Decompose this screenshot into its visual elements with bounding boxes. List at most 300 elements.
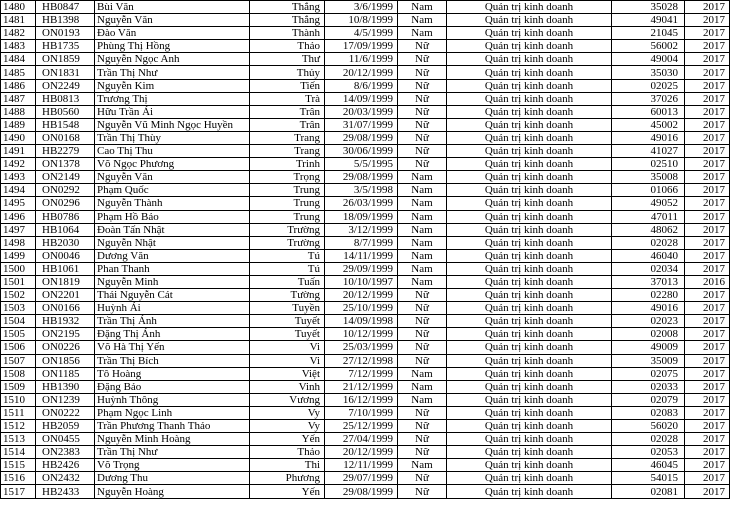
row-number-cell: 1492 (1, 158, 36, 171)
date-of-birth-cell: 20/12/1999 (325, 289, 398, 302)
major-cell: Quản trị kinh doanh (447, 262, 612, 275)
student-code-cell: ON0168 (36, 131, 95, 144)
major-cell: Quản trị kinh doanh (447, 485, 612, 498)
student-code-cell: ON1239 (36, 393, 95, 406)
gender-cell: Nam (398, 27, 447, 40)
row-number-cell: 1507 (1, 354, 36, 367)
year-cell: 2017 (685, 420, 730, 433)
gender-cell: Nữ (398, 420, 447, 433)
year-cell: 2017 (685, 197, 730, 210)
year-cell: 2017 (685, 105, 730, 118)
last-middle-name-cell: Đào Văn (95, 27, 250, 40)
date-of-birth-cell: 4/5/1999 (325, 27, 398, 40)
table-row (1, 223, 730, 236)
date-of-birth-cell: 29/07/1999 (325, 472, 398, 485)
first-name-cell: Thủy (250, 66, 325, 79)
candidate-number-cell: 02028 (612, 433, 685, 446)
candidate-number-cell: 54015 (612, 472, 685, 485)
gender-cell: Nam (398, 393, 447, 406)
student-code-cell: ON2249 (36, 79, 95, 92)
first-name-cell: Tiến (250, 79, 325, 92)
table-row (1, 92, 730, 105)
candidate-number-cell: 35008 (612, 171, 685, 184)
year-cell: 2017 (685, 406, 730, 419)
date-of-birth-cell: 8/7/1999 (325, 236, 398, 249)
table-row (1, 420, 730, 433)
date-of-birth-cell: 8/6/1999 (325, 79, 398, 92)
student-code-cell: ON2432 (36, 472, 95, 485)
candidate-number-cell: 41027 (612, 145, 685, 158)
student-code-cell: ON1819 (36, 275, 95, 288)
table-row (1, 210, 730, 223)
first-name-cell: Trung (250, 210, 325, 223)
year-cell: 2017 (685, 485, 730, 498)
year-cell: 2017 (685, 472, 730, 485)
candidate-number-cell: 02081 (612, 485, 685, 498)
student-code-cell: ON0046 (36, 249, 95, 262)
date-of-birth-cell: 20/12/1999 (325, 66, 398, 79)
major-cell: Quản trị kinh doanh (447, 472, 612, 485)
year-cell: 2017 (685, 118, 730, 131)
last-middle-name-cell: Đoàn Tấn Nhật (95, 223, 250, 236)
gender-cell: Nữ (398, 145, 447, 158)
candidate-number-cell: 02280 (612, 289, 685, 302)
last-middle-name-cell: Võ Ngọc Phương (95, 158, 250, 171)
student-code-cell: HB2426 (36, 459, 95, 472)
table-row (1, 380, 730, 393)
last-middle-name-cell: Huỳnh Thông (95, 393, 250, 406)
gender-cell: Nam (398, 210, 447, 223)
first-name-cell: Yến (250, 485, 325, 498)
date-of-birth-cell: 31/07/1999 (325, 118, 398, 131)
first-name-cell: Vi (250, 354, 325, 367)
major-cell: Quản trị kinh doanh (447, 27, 612, 40)
first-name-cell: Trung (250, 184, 325, 197)
student-code-cell: ON0292 (36, 184, 95, 197)
candidate-number-cell: 02028 (612, 236, 685, 249)
year-cell: 2017 (685, 171, 730, 184)
first-name-cell: Tường (250, 289, 325, 302)
year-cell: 2017 (685, 40, 730, 53)
gender-cell: Nam (398, 367, 447, 380)
first-name-cell: Yến (250, 433, 325, 446)
row-number-cell: 1488 (1, 105, 36, 118)
date-of-birth-cell: 27/04/1999 (325, 433, 398, 446)
candidate-number-cell: 45002 (612, 118, 685, 131)
date-of-birth-cell: 29/08/1999 (325, 485, 398, 498)
gender-cell: Nữ (398, 328, 447, 341)
major-cell: Quản trị kinh doanh (447, 66, 612, 79)
row-number-cell: 1491 (1, 145, 36, 158)
gender-cell: Nữ (398, 105, 447, 118)
gender-cell: Nữ (398, 289, 447, 302)
date-of-birth-cell: 30/06/1999 (325, 145, 398, 158)
date-of-birth-cell: 17/09/1999 (325, 40, 398, 53)
gender-cell: Nữ (398, 354, 447, 367)
last-middle-name-cell: Phạm Quốc (95, 184, 250, 197)
candidate-number-cell: 46040 (612, 249, 685, 262)
candidate-number-cell: 35028 (612, 1, 685, 14)
student-code-cell: ON2195 (36, 328, 95, 341)
candidate-number-cell: 02025 (612, 79, 685, 92)
date-of-birth-cell: 7/12/1999 (325, 367, 398, 380)
row-number-cell: 1486 (1, 79, 36, 92)
gender-cell: Nam (398, 1, 447, 14)
gender-cell: Nữ (398, 472, 447, 485)
year-cell: 2017 (685, 302, 730, 315)
first-name-cell: Trung (250, 197, 325, 210)
major-cell: Quản trị kinh doanh (447, 236, 612, 249)
candidate-number-cell: 02023 (612, 315, 685, 328)
gender-cell: Nam (398, 380, 447, 393)
major-cell: Quản trị kinh doanh (447, 289, 612, 302)
last-middle-name-cell: Đặng Thị Ánh (95, 328, 250, 341)
date-of-birth-cell: 25/12/1999 (325, 420, 398, 433)
table-row (1, 118, 730, 131)
row-number-cell: 1481 (1, 14, 36, 27)
last-middle-name-cell: Nguyễn Vũ Minh Ngọc Huyền (95, 118, 250, 131)
last-middle-name-cell: Cao Thị Thu (95, 145, 250, 158)
candidate-number-cell: 02083 (612, 406, 685, 419)
last-middle-name-cell: Tô Hoàng (95, 367, 250, 380)
student-code-cell: ON0166 (36, 302, 95, 315)
date-of-birth-cell: 26/03/1999 (325, 197, 398, 210)
gender-cell: Nữ (398, 66, 447, 79)
year-cell: 2017 (685, 249, 730, 262)
candidate-number-cell: 02510 (612, 158, 685, 171)
table-row (1, 315, 730, 328)
major-cell: Quản trị kinh doanh (447, 420, 612, 433)
student-code-cell: ON1185 (36, 367, 95, 380)
year-cell: 2017 (685, 315, 730, 328)
row-number-cell: 1504 (1, 315, 36, 328)
gender-cell: Nữ (398, 53, 447, 66)
first-name-cell: Tuấn (250, 275, 325, 288)
candidate-number-cell: 46045 (612, 459, 685, 472)
year-cell: 2017 (685, 184, 730, 197)
student-code-cell: ON2383 (36, 446, 95, 459)
candidate-number-cell: 02008 (612, 328, 685, 341)
student-code-cell: ON1859 (36, 53, 95, 66)
last-middle-name-cell: Nguyễn Ngọc Anh (95, 53, 250, 66)
candidate-number-cell: 37013 (612, 275, 685, 288)
row-number-cell: 1480 (1, 1, 36, 14)
table-row (1, 328, 730, 341)
first-name-cell: Trang (250, 145, 325, 158)
student-code-cell: HB2030 (36, 236, 95, 249)
last-middle-name-cell: Nguyễn Thành (95, 197, 250, 210)
last-middle-name-cell: Hữu Trần Ái (95, 105, 250, 118)
candidate-number-cell: 02033 (612, 380, 685, 393)
gender-cell: Nữ (398, 433, 447, 446)
major-cell: Quản trị kinh doanh (447, 79, 612, 92)
year-cell: 2017 (685, 131, 730, 144)
gender-cell: Nữ (398, 341, 447, 354)
date-of-birth-cell: 12/11/1999 (325, 459, 398, 472)
year-cell: 2017 (685, 354, 730, 367)
row-number-cell: 1496 (1, 210, 36, 223)
first-name-cell: Việt (250, 367, 325, 380)
date-of-birth-cell: 7/10/1999 (325, 406, 398, 419)
date-of-birth-cell: 29/09/1999 (325, 262, 398, 275)
major-cell: Quản trị kinh doanh (447, 145, 612, 158)
candidate-number-cell: 47011 (612, 210, 685, 223)
date-of-birth-cell: 11/6/1999 (325, 53, 398, 66)
date-of-birth-cell: 3/6/1999 (325, 1, 398, 14)
date-of-birth-cell: 18/09/1999 (325, 210, 398, 223)
year-cell: 2017 (685, 210, 730, 223)
date-of-birth-cell: 20/03/1999 (325, 105, 398, 118)
major-cell: Quản trị kinh doanh (447, 158, 612, 171)
table-row (1, 1, 730, 14)
student-code-cell: HB1932 (36, 315, 95, 328)
table-row (1, 131, 730, 144)
row-number-cell: 1515 (1, 459, 36, 472)
student-code-cell: HB1390 (36, 380, 95, 393)
date-of-birth-cell: 5/5/1995 (325, 158, 398, 171)
first-name-cell: Thảo (250, 446, 325, 459)
last-middle-name-cell: Nguyễn Hoàng (95, 485, 250, 498)
year-cell: 2017 (685, 236, 730, 249)
table-row (1, 433, 730, 446)
date-of-birth-cell: 16/12/1999 (325, 393, 398, 406)
table-row (1, 249, 730, 262)
last-middle-name-cell: Phùng Thị Hồng (95, 40, 250, 53)
major-cell: Quản trị kinh doanh (447, 354, 612, 367)
date-of-birth-cell: 3/5/1998 (325, 184, 398, 197)
gender-cell: Nam (398, 184, 447, 197)
first-name-cell: Thành (250, 27, 325, 40)
student-code-cell: HB2279 (36, 145, 95, 158)
first-name-cell: Thi (250, 459, 325, 472)
date-of-birth-cell: 25/03/1999 (325, 341, 398, 354)
row-number-cell: 1482 (1, 27, 36, 40)
row-number-cell: 1501 (1, 275, 36, 288)
table-row (1, 367, 730, 380)
major-cell: Quản trị kinh doanh (447, 92, 612, 105)
year-cell: 2017 (685, 380, 730, 393)
first-name-cell: Vương (250, 393, 325, 406)
gender-cell: Nam (398, 236, 447, 249)
student-code-cell: HB0786 (36, 210, 95, 223)
student-code-cell: ON0193 (36, 27, 95, 40)
last-middle-name-cell: Nguyễn Minh (95, 275, 250, 288)
last-middle-name-cell: Bùi Văn (95, 1, 250, 14)
student-code-cell: ON0226 (36, 341, 95, 354)
student-code-cell: HB2433 (36, 485, 95, 498)
table-row (1, 446, 730, 459)
first-name-cell: Tú (250, 262, 325, 275)
year-cell: 2017 (685, 289, 730, 302)
row-number-cell: 1495 (1, 197, 36, 210)
last-middle-name-cell: Trần Phương Thanh Thảo (95, 420, 250, 433)
row-number-cell: 1509 (1, 380, 36, 393)
table-row (1, 485, 730, 498)
year-cell: 2017 (685, 262, 730, 275)
date-of-birth-cell: 14/11/1999 (325, 249, 398, 262)
date-of-birth-cell: 29/08/1999 (325, 171, 398, 184)
gender-cell: Nam (398, 275, 447, 288)
row-number-cell: 1490 (1, 131, 36, 144)
student-code-cell: HB1548 (36, 118, 95, 131)
row-number-cell: 1498 (1, 236, 36, 249)
last-middle-name-cell: Võ Hà Thị Yến (95, 341, 250, 354)
gender-cell: Nữ (398, 131, 447, 144)
major-cell: Quản trị kinh doanh (447, 171, 612, 184)
last-middle-name-cell: Trần Thị Ánh (95, 315, 250, 328)
student-code-cell: HB2059 (36, 420, 95, 433)
row-number-cell: 1484 (1, 53, 36, 66)
first-name-cell: Thư (250, 53, 325, 66)
year-cell: 2017 (685, 158, 730, 171)
date-of-birth-cell: 21/12/1999 (325, 380, 398, 393)
major-cell: Quản trị kinh doanh (447, 433, 612, 446)
table-row (1, 171, 730, 184)
table-row (1, 27, 730, 40)
gender-cell: Nữ (398, 158, 447, 171)
candidate-number-cell: 01066 (612, 184, 685, 197)
table-row (1, 406, 730, 419)
major-cell: Quản trị kinh doanh (447, 315, 612, 328)
year-cell: 2017 (685, 223, 730, 236)
last-middle-name-cell: Phạm Hồ Bảo (95, 210, 250, 223)
table-row (1, 105, 730, 118)
year-cell: 2017 (685, 79, 730, 92)
year-cell: 2017 (685, 367, 730, 380)
row-number-cell: 1483 (1, 40, 36, 53)
table-row (1, 472, 730, 485)
candidate-number-cell: 02075 (612, 367, 685, 380)
major-cell: Quản trị kinh doanh (447, 328, 612, 341)
date-of-birth-cell: 25/10/1999 (325, 302, 398, 315)
student-code-cell: HB1735 (36, 40, 95, 53)
major-cell: Quản trị kinh doanh (447, 118, 612, 131)
first-name-cell: Tuyền (250, 302, 325, 315)
candidate-number-cell: 37026 (612, 92, 685, 105)
gender-cell: Nữ (398, 40, 447, 53)
table-row (1, 393, 730, 406)
candidate-number-cell: 48062 (612, 223, 685, 236)
last-middle-name-cell: Dương Thu (95, 472, 250, 485)
student-code-cell: HB0560 (36, 105, 95, 118)
first-name-cell: Trường (250, 236, 325, 249)
first-name-cell: Trinh (250, 158, 325, 171)
major-cell: Quản trị kinh doanh (447, 53, 612, 66)
student-code-cell: HB1064 (36, 223, 95, 236)
row-number-cell: 1502 (1, 289, 36, 302)
major-cell: Quản trị kinh doanh (447, 184, 612, 197)
student-code-cell: HB1398 (36, 14, 95, 27)
major-cell: Quản trị kinh doanh (447, 14, 612, 27)
major-cell: Quản trị kinh doanh (447, 105, 612, 118)
row-number-cell: 1516 (1, 472, 36, 485)
candidate-number-cell: 21045 (612, 27, 685, 40)
major-cell: Quản trị kinh doanh (447, 302, 612, 315)
year-cell: 2017 (685, 341, 730, 354)
first-name-cell: Trọng (250, 171, 325, 184)
table-row (1, 262, 730, 275)
gender-cell: Nữ (398, 406, 447, 419)
last-middle-name-cell: Huỳnh Ái (95, 302, 250, 315)
table-row (1, 145, 730, 158)
first-name-cell: Trang (250, 131, 325, 144)
major-cell: Quản trị kinh doanh (447, 275, 612, 288)
major-cell: Quản trị kinh doanh (447, 197, 612, 210)
last-middle-name-cell: Dương Văn (95, 249, 250, 262)
student-list-body (1, 1, 730, 499)
candidate-number-cell: 49016 (612, 131, 685, 144)
first-name-cell: Tuyết (250, 315, 325, 328)
first-name-cell: Trường (250, 223, 325, 236)
table-row (1, 197, 730, 210)
major-cell: Quản trị kinh doanh (447, 223, 612, 236)
first-name-cell: Thảo (250, 40, 325, 53)
gender-cell: Nam (398, 223, 447, 236)
row-number-cell: 1512 (1, 420, 36, 433)
major-cell: Quản trị kinh doanh (447, 393, 612, 406)
row-number-cell: 1503 (1, 302, 36, 315)
date-of-birth-cell: 20/12/1999 (325, 446, 398, 459)
first-name-cell: Vy (250, 420, 325, 433)
major-cell: Quản trị kinh doanh (447, 406, 612, 419)
first-name-cell: Tuyết (250, 328, 325, 341)
row-number-cell: 1494 (1, 184, 36, 197)
table-row (1, 158, 730, 171)
first-name-cell: Thắng (250, 1, 325, 14)
first-name-cell: Trân (250, 105, 325, 118)
year-cell: 2017 (685, 328, 730, 341)
last-middle-name-cell: Phạm Ngọc Linh (95, 406, 250, 419)
row-number-cell: 1485 (1, 66, 36, 79)
gender-cell: Nữ (398, 118, 447, 131)
first-name-cell: Vinh (250, 380, 325, 393)
candidate-number-cell: 02034 (612, 262, 685, 275)
last-middle-name-cell: Nguyễn Kim (95, 79, 250, 92)
first-name-cell: Tú (250, 249, 325, 262)
table-row (1, 14, 730, 27)
row-number-cell: 1510 (1, 393, 36, 406)
student-code-cell: ON1378 (36, 158, 95, 171)
year-cell: 2017 (685, 459, 730, 472)
row-number-cell: 1493 (1, 171, 36, 184)
major-cell: Quản trị kinh doanh (447, 131, 612, 144)
date-of-birth-cell: 29/08/1999 (325, 131, 398, 144)
gender-cell: Nam (398, 197, 447, 210)
year-cell: 2017 (685, 66, 730, 79)
last-middle-name-cell: Trần Thị Bích (95, 354, 250, 367)
row-number-cell: 1514 (1, 446, 36, 459)
gender-cell: Nữ (398, 92, 447, 105)
candidate-number-cell: 02053 (612, 446, 685, 459)
date-of-birth-cell: 10/8/1999 (325, 14, 398, 27)
last-middle-name-cell: Phan Thanh (95, 262, 250, 275)
last-middle-name-cell: Thái Nguyễn Cát (95, 289, 250, 302)
candidate-number-cell: 49041 (612, 14, 685, 27)
row-number-cell: 1508 (1, 367, 36, 380)
last-middle-name-cell: Đặng Bảo (95, 380, 250, 393)
gender-cell: Nữ (398, 485, 447, 498)
year-cell: 2017 (685, 92, 730, 105)
gender-cell: Nam (398, 249, 447, 262)
student-code-cell: HB0813 (36, 92, 95, 105)
first-name-cell: Phương (250, 472, 325, 485)
major-cell: Quản trị kinh doanh (447, 40, 612, 53)
row-number-cell: 1499 (1, 249, 36, 262)
table-row (1, 341, 730, 354)
year-cell: 2017 (685, 145, 730, 158)
major-cell: Quản trị kinh doanh (447, 459, 612, 472)
row-number-cell: 1506 (1, 341, 36, 354)
